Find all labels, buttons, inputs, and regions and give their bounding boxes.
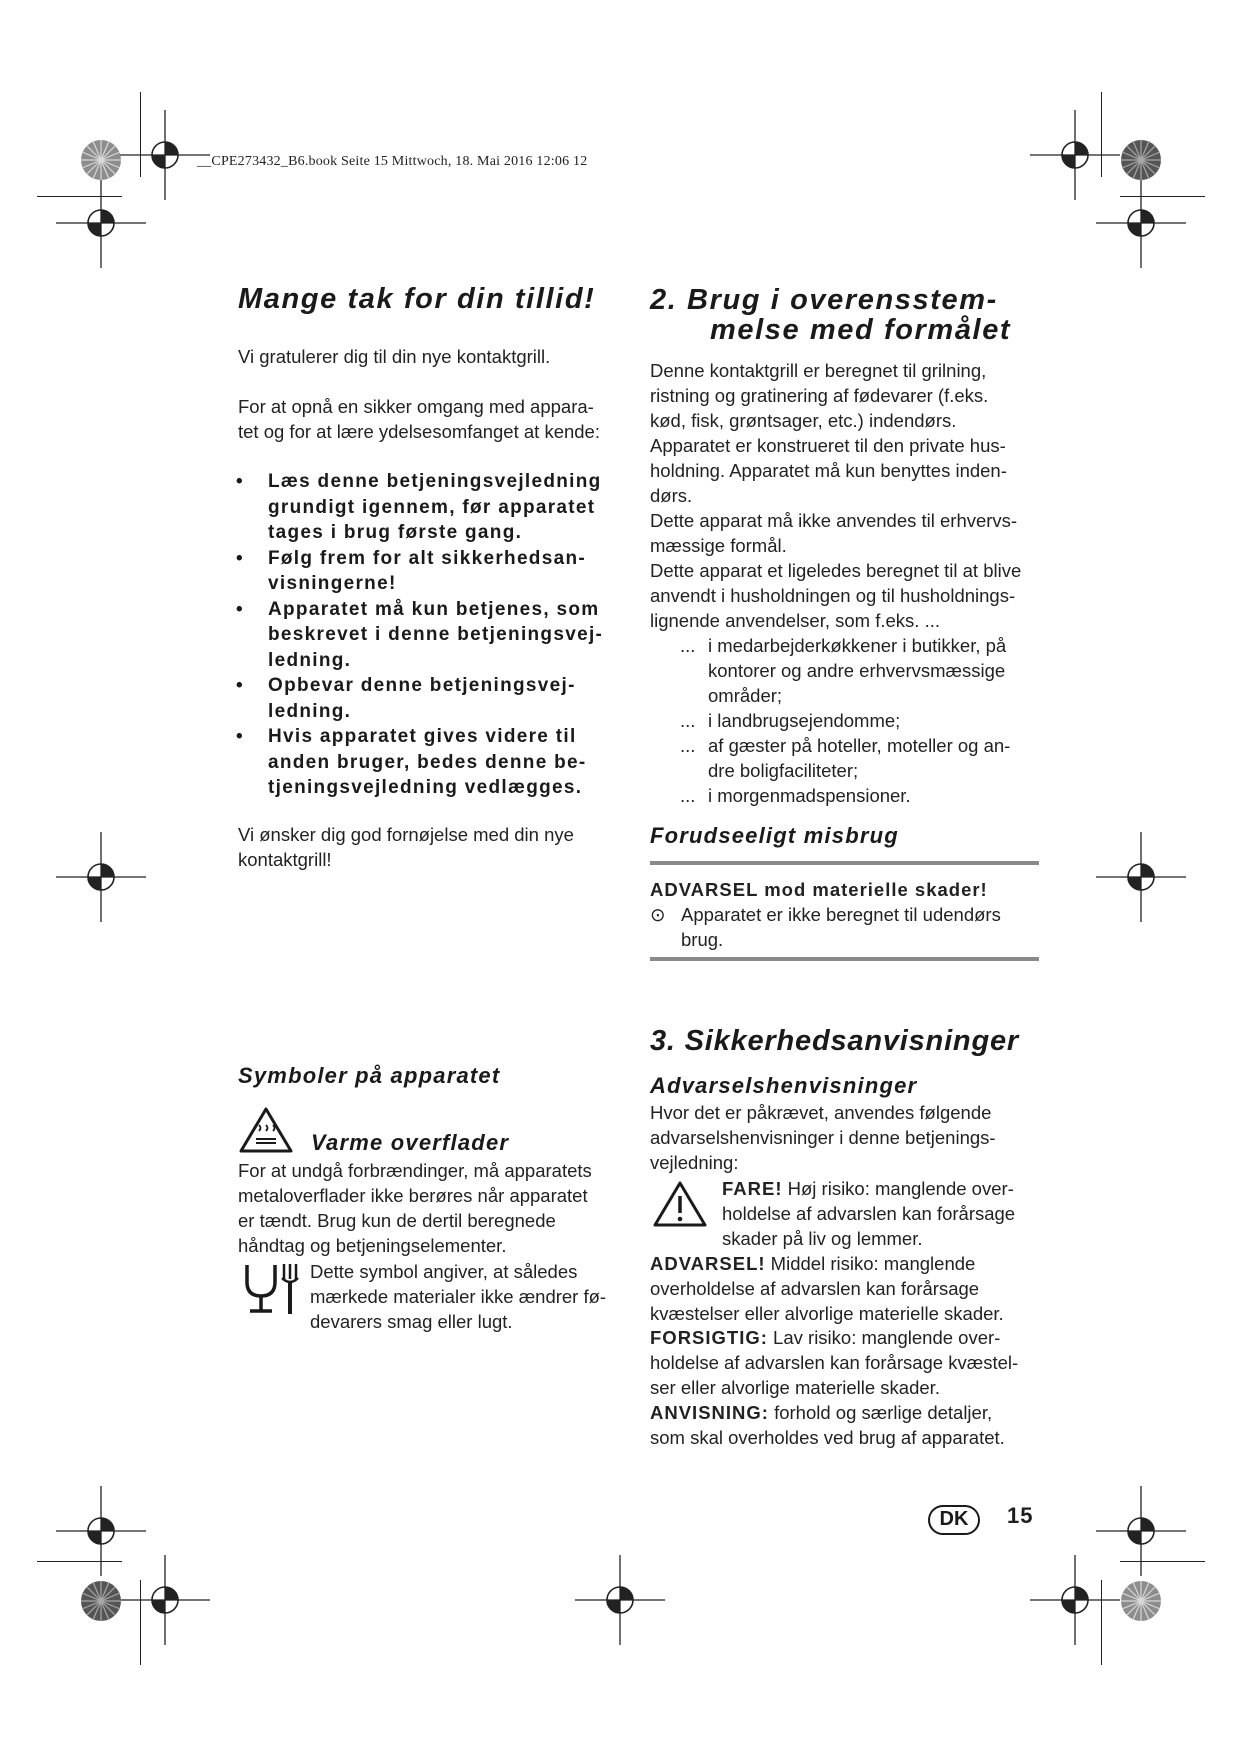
advarsel-block	[650, 1251, 1004, 1326]
forsigtig-text: Lav risiko: manglende over-	[767, 1327, 1001, 1348]
bullet-line: • Læs denne betjeningsvejledning	[268, 471, 602, 492]
forsigtig-block	[650, 1325, 1018, 1400]
section-2-title	[650, 285, 1011, 345]
text-line: tet og for at lære ydelsesomfanget at kende:	[238, 421, 600, 442]
danger-triangle-icon	[652, 1180, 708, 1228]
registration-mark-icon	[120, 1555, 210, 1645]
text-line: devarers smag eller lugt.	[310, 1311, 513, 1332]
text-line: holdelse af advarslen kan forårsage kvæstel-	[650, 1352, 1019, 1373]
bullet-item	[236, 597, 636, 674]
text-line: holdning. Apparatet må kun benyttes inden-	[650, 460, 1007, 481]
warnings-intro	[650, 1100, 996, 1175]
registration-mark-icon	[56, 832, 146, 922]
registration-mark-icon	[1096, 178, 1186, 268]
text-line: ristning og gratinering af fødevarer (f.eks.	[650, 385, 989, 406]
text-line: mærkede materialer ikke ændrer fø-	[310, 1286, 607, 1307]
warning-text: Apparatet er ikke beregnet til udendørs	[681, 904, 1001, 925]
text-line: For at opnå en sikker omgang med appara-	[238, 396, 594, 417]
warning-title: ADVARSEL mod materielle skader!	[650, 879, 988, 900]
text-line	[722, 1176, 1015, 1201]
list-item	[650, 708, 1021, 733]
list-item-line: i landbrugsejendomme;	[708, 710, 901, 731]
page-title: Mange tak for din tillid!	[238, 283, 596, 315]
closing-paragraph	[238, 822, 574, 872]
usage-context-list	[650, 633, 1021, 808]
registration-mark-icon	[575, 1555, 665, 1645]
list-item-line: i morgenmadspensioner.	[708, 785, 911, 806]
color-rosette-icon	[80, 139, 122, 181]
misuse-heading: Forudseeligt misbrug	[650, 823, 899, 848]
forsigtig-label: FORSIGTIG:	[650, 1327, 768, 1348]
text-line: kontaktgrill!	[238, 849, 332, 870]
fare-text: Høj risiko: manglende over-	[782, 1178, 1014, 1199]
text-line: anvendt i husholdningen og til husholdnings-	[650, 585, 1016, 606]
list-item-line: områder;	[708, 685, 783, 706]
text-line	[650, 1251, 1004, 1276]
list-item-line: dre boligfaciliteter;	[708, 760, 859, 781]
text-line: Vi ønsker dig god fornøjelse med din nye	[238, 824, 574, 845]
intro-paragraph	[238, 344, 550, 369]
hot-surface-warning-icon	[238, 1106, 294, 1154]
bullet-line: anden bruger, bedes denne be-	[268, 751, 587, 773]
fare-block	[722, 1176, 1015, 1251]
text-line: Denne kontaktgrill er beregnet til grilning,	[650, 360, 987, 381]
bullet-line: • Opbevar denne betjeningsvej-	[268, 675, 576, 696]
text-line: som skal overholdes ved brug af apparatet.	[650, 1427, 1005, 1448]
warning-bullet-icon: ⊙	[650, 904, 666, 925]
ellipsis-marker: ...	[680, 710, 696, 731]
warning-line	[650, 902, 1045, 927]
bullet-line: ledning.	[268, 649, 352, 671]
symbols-heading: Symboler på apparatet	[238, 1063, 501, 1088]
text-line: håndtag og betjeningselementer.	[238, 1235, 507, 1256]
bullet-line: tjeningsvejledning vedlægges.	[268, 777, 583, 798]
food-safe-paragraph	[310, 1259, 606, 1334]
color-rosette-icon	[1120, 1580, 1162, 1622]
list-item-line: i medarbejderkøkkener i butikker, på	[708, 635, 1007, 656]
text-line	[650, 1325, 1018, 1350]
ellipsis-marker: ...	[680, 635, 696, 656]
list-item	[650, 783, 1021, 808]
bullet-line: visningerne!	[268, 573, 397, 594]
section-3-title: 3. Sikkerhedsanvisninger	[650, 1025, 1019, 1057]
bullet-line: grundigt igennem, før apparatet	[268, 496, 596, 518]
text-line: skader på liv og lemmer.	[722, 1228, 923, 1249]
text-line: Dette apparat må ikke anvendes til erhvervs-	[650, 510, 1018, 531]
registration-mark-icon	[56, 178, 146, 268]
section-2-body	[650, 358, 1021, 808]
color-rosette-icon	[1120, 139, 1162, 181]
advarsel-label: ADVARSEL!	[650, 1253, 766, 1274]
food-safe-glass-fork-icon	[244, 1262, 302, 1316]
color-rosette-icon	[80, 1580, 122, 1622]
text-line: For at undgå forbrændinger, må apparatets	[238, 1160, 592, 1181]
text-line: Dette symbol angiver, at således	[310, 1261, 578, 1282]
text-line: kvæstelser eller alvorlige materielle skader.	[650, 1303, 1004, 1324]
text-line: vejledning:	[650, 1152, 739, 1173]
divider	[650, 957, 1039, 961]
text-line: Hvor det er påkrævet, anvendes følgende	[650, 1102, 992, 1123]
text-line: Dette apparat et ligeledes beregnet til at blive	[650, 560, 1022, 581]
ellipsis-marker: ...	[680, 785, 696, 806]
list-item-line: af gæster på hoteller, moteller og an-	[708, 735, 1011, 756]
warning-line: brug.	[681, 929, 724, 950]
material-warning-box	[650, 877, 1045, 952]
advarsel-text: Middel risiko: manglende	[765, 1253, 976, 1274]
text-line: advarselshenvisninger i denne betjenings-	[650, 1127, 996, 1148]
text-line: er tændt. Brug kun de dertil beregnede	[238, 1210, 556, 1231]
fare-label: FARE!	[722, 1178, 783, 1199]
warnings-heading: Advarselshenvisninger	[650, 1073, 918, 1098]
bullet-item	[236, 546, 636, 597]
bullet-line: • Følg frem for alt sikkerhedsan-	[268, 547, 586, 569]
list-item	[650, 633, 1021, 708]
safety-bullet-list	[236, 469, 636, 801]
text-line: holdelse af advarslen kan forårsage	[722, 1203, 1016, 1224]
divider	[650, 861, 1039, 865]
ellipsis-marker: ...	[680, 735, 696, 756]
section-2-title-line: melse med formålet	[710, 314, 1012, 346]
bullet-line: tages i brug første gang.	[268, 522, 523, 543]
list-item-line: kontorer og andre erhvervsmæssige	[708, 660, 1006, 681]
text-line: mæssige formål.	[650, 535, 787, 556]
language-badge: DK	[928, 1505, 980, 1535]
section-2-title-line: 2. Brug i overensstem-	[650, 284, 998, 316]
anvisning-block	[650, 1400, 1005, 1450]
page-number: 15	[1007, 1503, 1034, 1528]
text-line: dørs.	[650, 485, 693, 506]
anvisning-text: forhold og særlige detaljer,	[768, 1402, 993, 1423]
registration-mark-icon	[1096, 832, 1186, 922]
text-line	[650, 1400, 1005, 1425]
print-header: __CPE273432_B6.book Seite 15 Mittwoch, 18. Mai 2016 12:06 12	[197, 154, 588, 169]
hot-surface-paragraph	[238, 1158, 592, 1258]
bullet-item	[236, 469, 636, 546]
bullet-item	[236, 673, 636, 724]
text-line: overholdelse af advarslen kan forårsage	[650, 1278, 980, 1299]
list-item	[650, 733, 1021, 783]
bullet-item	[236, 724, 636, 801]
text-line: metaloverflader ikke berøres når apparatet	[238, 1185, 588, 1206]
text-line: ser eller alvorlige materielle skader.	[650, 1377, 940, 1398]
text-line: kød, fisk, grøntsager, etc.) indendørs.	[650, 410, 957, 431]
bullet-line: • Hvis apparatet gives videre til	[268, 726, 577, 747]
bullet-line: ledning.	[268, 700, 352, 722]
intro-text: Vi gratulerer dig til din nye kontaktgrill.	[238, 346, 551, 367]
bullet-line: beskrevet i denne betjeningsvej-	[268, 624, 604, 645]
registration-mark-icon	[1030, 1555, 1120, 1645]
text-line: Apparatet er konstrueret til den private hus-	[650, 435, 1006, 456]
hot-surface-heading: Varme overflader	[311, 1130, 510, 1155]
bullet-line: • Apparatet må kun betjenes, som	[268, 598, 600, 620]
text-line: lignende anvendelser, som f.eks. ...	[650, 610, 941, 631]
intro-paragraph-2	[238, 394, 600, 444]
anvisning-label: ANVISNING:	[650, 1402, 769, 1423]
